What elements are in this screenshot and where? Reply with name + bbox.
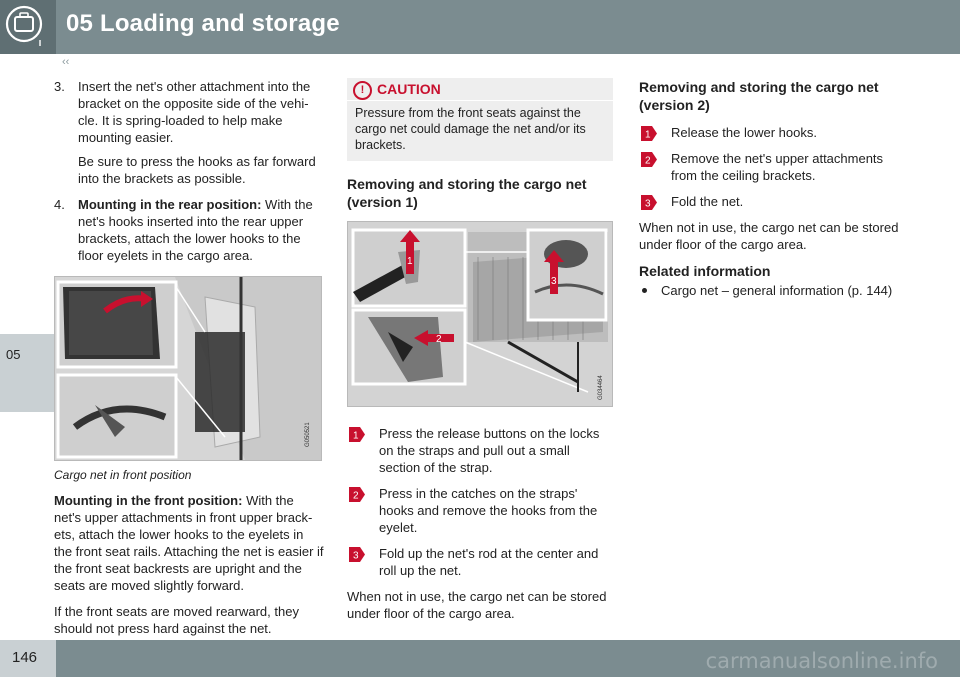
page-number: 146 — [12, 649, 38, 666]
instruction-step-3-note: Be sure to press the hooks as far forward into the brackets as possible. — [78, 154, 316, 186]
watermark: carmanualsonline.info — [705, 649, 938, 673]
svg-text:1: 1 — [645, 129, 651, 141]
section-heading-version-2: Removing and storing the cargo net (version 2) — [639, 79, 879, 113]
chapter-tab[interactable] — [0, 334, 56, 412]
step-badge-3-icon — [641, 195, 657, 210]
instruction-step-4: 4. Mounting in the rear position: With the net's hooks inserted into the rear upper brackets, attach the lower hooks to the floor eyelets in the cargo area. — [54, 197, 313, 263]
section-heading-version-1: Removing and storing the cargo net (version 1) — [347, 176, 587, 210]
left-column — [54, 78, 324, 646]
illustration-graphic — [348, 222, 612, 406]
removal-step-3: 3 Fold up the net's rod at the center and roll up the net. — [347, 545, 613, 579]
callout-2: 2 — [436, 334, 442, 345]
rearward-seat-paragraph: If the front seats are moved rearward, they should not press hard against the net. — [54, 604, 299, 636]
related-link-cargo-net[interactable]: Cargo net – general information (p. 144) — [639, 282, 905, 299]
caution-text: Pressure from the front seats against the cargo net could damage the net and/or its brackets. — [355, 106, 586, 152]
storage-box-icon — [0, 0, 56, 54]
step-badge-3-icon — [349, 547, 365, 562]
figure-code: G034464 — [598, 375, 604, 400]
step-badge-1-icon — [641, 126, 657, 141]
right-column — [639, 78, 905, 299]
svg-text:1: 1 — [353, 430, 359, 442]
caution-header — [347, 78, 613, 101]
cargo-net-front-position-illustration — [54, 276, 322, 461]
removal-v2-step-1: 1 Release the lower hooks. — [639, 124, 905, 141]
figure-code: G050521 — [305, 422, 311, 447]
removal-v2-step-2: 2 Remove the net's upper attachments from the ceiling brackets. — [639, 150, 905, 184]
caution-box — [347, 78, 613, 161]
storage-note-v2: When not in use, the cargo net can be stored under floor of the cargo area. — [639, 220, 899, 252]
back-navigation-link[interactable]: ‹‹ — [62, 56, 70, 68]
svg-text:3: 3 — [353, 550, 359, 562]
chapter-number: 05 — [6, 347, 21, 362]
svg-text:2: 2 — [645, 155, 651, 167]
instruction-step-3: 3. Insert the net's other attachment into the bracket on the opposite side of the vehi-cle. It is spring-loaded to help make mounting easier. — [54, 79, 311, 145]
storage-note: When not in use, the cargo net can be stored under floor of the cargo area. — [347, 589, 607, 621]
callout-3: 3 — [551, 276, 557, 287]
svg-text:3: 3 — [645, 198, 651, 210]
illustration-graphic — [55, 277, 321, 460]
chapter-title: 05 Loading and storage — [66, 10, 340, 37]
warning-icon: ! — [353, 81, 372, 100]
step-badge-1-icon — [349, 427, 365, 442]
cargo-net-version-1-illustration — [347, 221, 613, 407]
related-information-heading: Related information — [639, 263, 771, 279]
figure-caption: Cargo net in front position — [54, 468, 192, 482]
front-position-paragraph: Mounting in the front position: With the net's upper attachments in front upper brack-ets, attach the lower hooks to the eyelets in the front seat rails. Attaching the net is easier if the front seat backrests are upright and the seats are moved slightly forward. — [54, 493, 324, 593]
svg-text:2: 2 — [353, 490, 359, 502]
removal-step-2: 2 Press in the catches on the straps' hooks and remove the hooks from the eyelet. — [347, 485, 613, 536]
removal-step-1: 1 Press the release buttons on the locks on the straps and pull out a small section of the strap. — [347, 425, 613, 476]
removal-v2-step-3: 3 Fold the net. — [639, 193, 905, 210]
callout-1: 1 — [407, 256, 413, 267]
middle-column — [347, 78, 613, 631]
step-badge-2-icon — [641, 152, 657, 167]
caution-title: CAUTION — [377, 81, 441, 97]
step-badge-2-icon — [349, 487, 365, 502]
chapter-icon-box — [0, 0, 56, 54]
